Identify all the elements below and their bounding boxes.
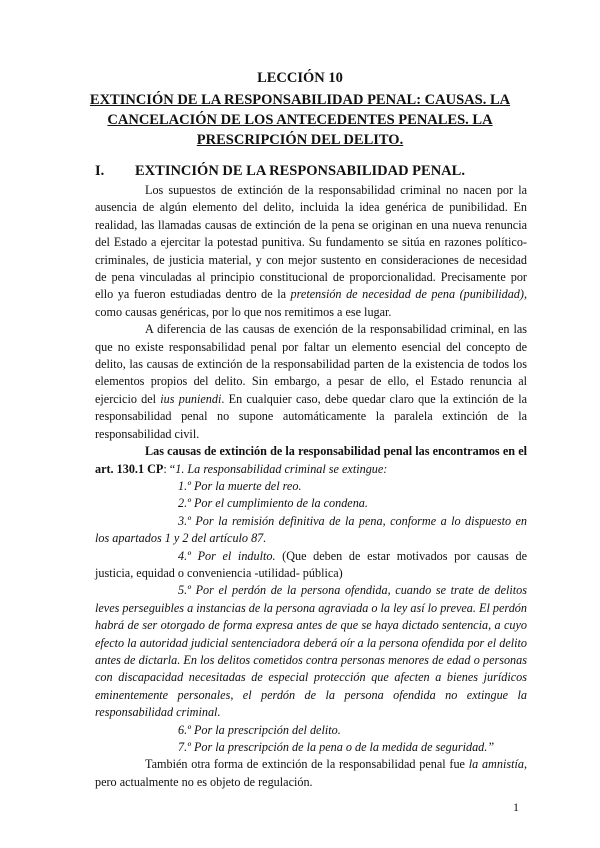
paragraph-1-text: Los supuestos de extinción de la responsabilidad criminal no nacen por la ausencia de algún elemento del delito, incluida la idea genérica de punibilidad. En realidad, las llamadas causas de extinción de la pena se originan en una nueva renuncia del Estado a ejercitar la potestad punitiva. Su fundamento se sitúa en razones político-criminales, de justicia material, y con mejor sustento en consideraciones de necesidad de pena vinculadas al principio constitucional de proporcionalidad. Precisamente por ello ya fueron estudiadas dentro de la: [95, 183, 527, 302]
body-text: [95, 182, 527, 791]
paragraph-4-italic: la amnistía: [468, 757, 524, 772]
paragraph-2-italic: ius puniendi: [160, 391, 222, 406]
list-item-italic: 4.º Por el indulto.: [178, 548, 276, 563]
paragraph-2: [95, 321, 527, 443]
paragraph-4: [95, 756, 527, 791]
paragraph-2-text: A diferencia de las causas de exención de la responsabilidad criminal, en las que no existe responsabilidad penal por faltar un elemento esencial del concepto de delito, las causas de extinción de la responsabilidad parten de la existencia de todos los elementos propios del delito. Sin embargo, a pesar de ello, el Estado renuncia al ejercicio del: [95, 322, 527, 406]
list-item: 5.º Por el perdón de la persona ofendida, cuando se trate de delitos leves perseguibles a instancias de la persona agraviada o la ley así lo prevea. El perdón habrá de ser otorgado de forma expresa antes de que se haya dictado sentencia, a cuyo efecto la autoridad judicial sentenciadora deberá oír a la persona ofendida por el delito antes de dictarla. En los delitos cometidos contra personas menores de edad o personas con discapacidad necesitadas de especial protección que afecten a bienes jurídicos eminentemente personales, el perdón de la persona ofendida no extingue la responsabilidad criminal.: [95, 583, 527, 720]
list-item: 7.º Por la prescripción de la pena o de la medida de seguridad.”: [178, 740, 495, 754]
section-heading: [95, 163, 535, 180]
list-item-note: (Que deben de estar motivados por causas de justicia, equidad o conveniencia -utilidad- pública): [95, 548, 527, 580]
paragraph-3-bold: Las causas de extinción de la responsabilidad penal las encontramos en el art. 130.1 CP: [95, 444, 527, 476]
lesson-label: LECCIÓN 10: [257, 70, 343, 86]
list-item: 3.º Por la remisión definitiva de la pena, conforme a lo dispuesto en los apartados 1 y 2 del artículo 87.: [95, 513, 527, 546]
paragraph-4-text-end: , pero actualmente no es objeto de regulación.: [95, 757, 527, 789]
list-item: 2.º Por el cumplimiento de la condena.: [178, 496, 368, 511]
paragraph-2-text-end: . En cualquier caso, debe quedar claro que la extinción de la responsabilidad penal no supone automáticamente la paralela extinción de la responsabilidad civil.: [95, 391, 527, 441]
paragraph-3-italic: 1. La responsabilidad criminal se extingue:: [175, 461, 388, 476]
paragraph-1-text-end: , como causas genéricas, por lo que nos remitimos a ese lugar.: [95, 287, 527, 319]
page-title: EXTINCIÓN DE LA RESPONSABILIDAD PENAL: CAUSAS. LA CANCELACIÓN DE LOS ANTECEDENTES PENALES. LA PRESCRIPCIÓN DEL DELITO.: [89, 92, 511, 148]
list-item: 6.º Por la prescripción del delito.: [178, 722, 341, 737]
paragraph-3: [95, 443, 527, 478]
section-number: I.: [95, 163, 105, 179]
paragraph-4-text: También otra forma de extinción de la responsabilidad penal fue: [145, 757, 469, 772]
page-number: 1: [513, 800, 519, 814]
paragraph-1: [95, 182, 527, 321]
section-heading-text: EXTINCIÓN DE LA RESPONSABILIDAD PENAL.: [135, 163, 465, 179]
paragraph-1-italic: pretensión de necesidad de pena (punibilidad): [290, 287, 524, 302]
list-item: [95, 548, 527, 583]
list-item: 1.º Por la muerte del reo.: [178, 478, 302, 493]
paragraph-3-text: : “: [163, 461, 176, 476]
